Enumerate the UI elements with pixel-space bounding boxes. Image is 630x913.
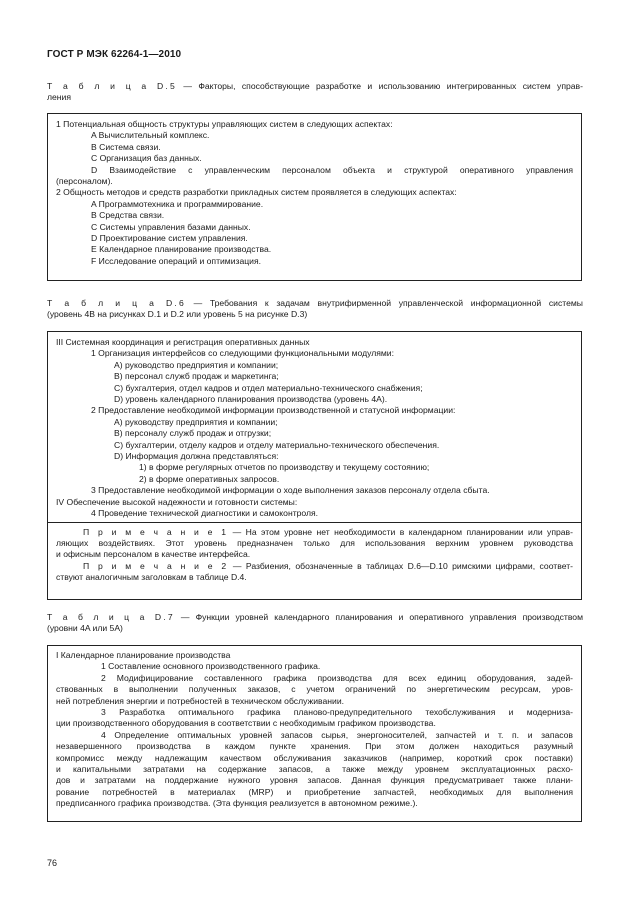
table-d5-caption-line2: ления <box>47 92 71 103</box>
table-d5-caption-text: — Факторы, способствующие разработке и использованию интегрированных систем управ- <box>176 81 583 91</box>
table-d7-line: компромисс между надлежащим качеством обслуживания заказчиков (например, короткий срок поставки) <box>56 752 573 763</box>
table-d7-caption-text: — Функции уровней календарного планирования и оперативного управления производством <box>174 612 583 622</box>
table-d7-box <box>47 645 582 822</box>
table-d7-line: 1 Составление основного производственного графика. <box>101 661 321 672</box>
table-d7-caption <box>47 612 583 635</box>
table-d6-line: B) персоналу служб продаж и отгрузки; <box>114 428 272 439</box>
table-d7-line: рование потребностей в материалах (MRP) и приобретение запчастей, необходимых для выполнения <box>56 786 573 797</box>
table-d6-caption-text: — Требования к задачам внутрифирменной управленческой информационной системы <box>185 298 583 308</box>
page-number: 76 <box>47 858 58 868</box>
table-d5-line: (персоналом). <box>56 176 113 187</box>
table-d7-line: 3 Разработка оптимального графика планово-предупредительного техобслуживания и модерниза- <box>101 707 573 718</box>
table-d6-line: 2) в форме оперативных запросов. <box>139 473 280 484</box>
table-d5-line: E Календарное планирование производства. <box>91 244 272 255</box>
table-d6-line: A) руководство предприятия и компании; <box>114 359 279 370</box>
table-d5-line: 1 Потенциальная общность структуры управляющих систем в следующих аспектах: <box>56 119 393 129</box>
table-d6-line: C) бухгалтерия, отдел кадров и отдел материально-технического снабжения; <box>114 382 423 393</box>
table-d7-line: ствованных в выполнении полученных заказов, с учетом ограничений по энергетическим ресурсам, уров- <box>56 684 573 695</box>
table-d7-line: и капитальными затратами на содержание запасов, а также между уровнем эксплуатационных расхо- <box>56 764 573 775</box>
table-d5-caption-prefix: Т а б л и ц а D.5 <box>47 81 177 91</box>
note-1-line: ляющих воздействиях. Этот уровень предназначен только для использования верхним уровнем руководства <box>56 537 573 548</box>
table-d6-line: C) бухгалтерии, отделу кадров и отделу материально-технического обеспечения. <box>114 439 440 450</box>
table-d5-caption <box>47 81 583 104</box>
table-d5-box <box>47 113 582 281</box>
table-d5-line: A Программотехника и программирование. <box>91 198 264 209</box>
table-d6-box <box>47 331 582 600</box>
note-1-label: П р и м е ч а н и е 1 <box>83 526 229 537</box>
table-d7-line: ней потребления энергии и потребностей в техническом обслуживании. <box>56 695 345 706</box>
document-header: ГОСТ Р МЭК 62264-1—2010 <box>47 49 182 60</box>
table-d6-line: B) персонал служб продаж и маркетинга; <box>114 371 279 382</box>
table-d6-line: 2 Предоставление необходимой информации производственной и статусной информации: <box>91 405 456 416</box>
table-d5-line: B Средства связи. <box>91 210 165 221</box>
table-d5-line: C Системы управления базами данных. <box>91 221 251 232</box>
table-d7-line: 4 Определение оптимальных уровней запасов сырья, энергоносителей, запчастей и т. п. и запасов <box>101 729 573 740</box>
table-d6-caption <box>47 298 583 321</box>
table-d7-line: незавершенного производства в каждом пункте хранения. При этом должен находиться разумный <box>56 741 573 752</box>
table-d7-caption-prefix: Т а б л и ц а D.7 <box>47 612 175 622</box>
table-d6-line: 1) в форме регулярных отчетов по производству и текущему состоянию; <box>139 462 430 473</box>
table-d6-line: IV Обеспечение высокой надежности и готовности системы: <box>56 496 298 507</box>
table-d6-line: 4 Проведение технической диагностики и самоконтроля. <box>91 508 319 519</box>
note-1-text: — На этом уровне нет необходимости в календарном планировании или управ- <box>228 526 573 537</box>
table-d7-line: предписанного графика производства. (Эта функция реализуется в автономном режиме.). <box>56 798 418 809</box>
table-d5-line: B Система связи. <box>91 141 161 152</box>
table-d5-line: A Вычислительный комплекс. <box>91 130 210 141</box>
table-d7-caption-line2: (уровни 4A или 5A) <box>47 623 123 634</box>
note-2-text: — Разбиения, обозначенные в таблицах D.6—D.10 римскими цифрами, соответ- <box>228 560 573 571</box>
table-d6-line: 3 Предоставление необходимой информации о ходе выполнения заказов персоналу отдела сбыта. <box>91 485 490 496</box>
table-d6-line: III Системная координация и регистрация оперативных данных <box>56 337 310 347</box>
table-d5-line: F Исследование операций и оптимизация. <box>91 255 261 266</box>
note-1-line: и офисным персоналом в качестве интерфейса. <box>56 549 251 560</box>
note-2-label: П р и м е ч а н и е 2 <box>83 560 229 571</box>
table-d6-notes <box>48 522 581 588</box>
table-d7-line: I Календарное планирование производства <box>56 650 231 660</box>
table-d6-line: D) уровень календарного планирования производства (уровень 4A). <box>114 394 388 405</box>
note-2-line: ствуют аналогичным заголовкам в таблице D.4. <box>56 572 247 583</box>
table-d7-line: 2 Модифицирование составленного графика производства для всех единиц оборудования, задей- <box>101 672 573 683</box>
table-d5-line: C Организация баз данных. <box>91 153 202 164</box>
table-d5-line: D Взаимодействие с управленческим персоналом объекта и структурой оперативного управления <box>91 164 573 175</box>
table-d6-caption-line2: (уровень 4В на рисунках D.1 и D.2 или уровень 5 на рисунке D.3) <box>47 309 308 320</box>
table-d6-line: 1 Организация интерфейсов со следующими функциональными модулями: <box>91 348 394 359</box>
table-d5-line: 2 Общность методов и средств разработки прикладных систем проявляется в следующих аспектах: <box>56 187 457 198</box>
table-d7-line: дов и затратами на поддержание нужного уровня запасов. Данная функция предусматривает также плани- <box>56 775 573 786</box>
table-d6-line: A) руководству предприятия и компании; <box>114 416 278 427</box>
table-d5-line: D Проектирование систем управления. <box>91 233 248 244</box>
table-d6-caption-prefix: Т а б л и ц а D.6 <box>47 298 186 308</box>
table-d6-line: D) Информация должна представляться: <box>114 451 279 462</box>
table-d7-line: ции производственного оборудования в соответствии с необходимым графиком производства. <box>56 718 436 729</box>
